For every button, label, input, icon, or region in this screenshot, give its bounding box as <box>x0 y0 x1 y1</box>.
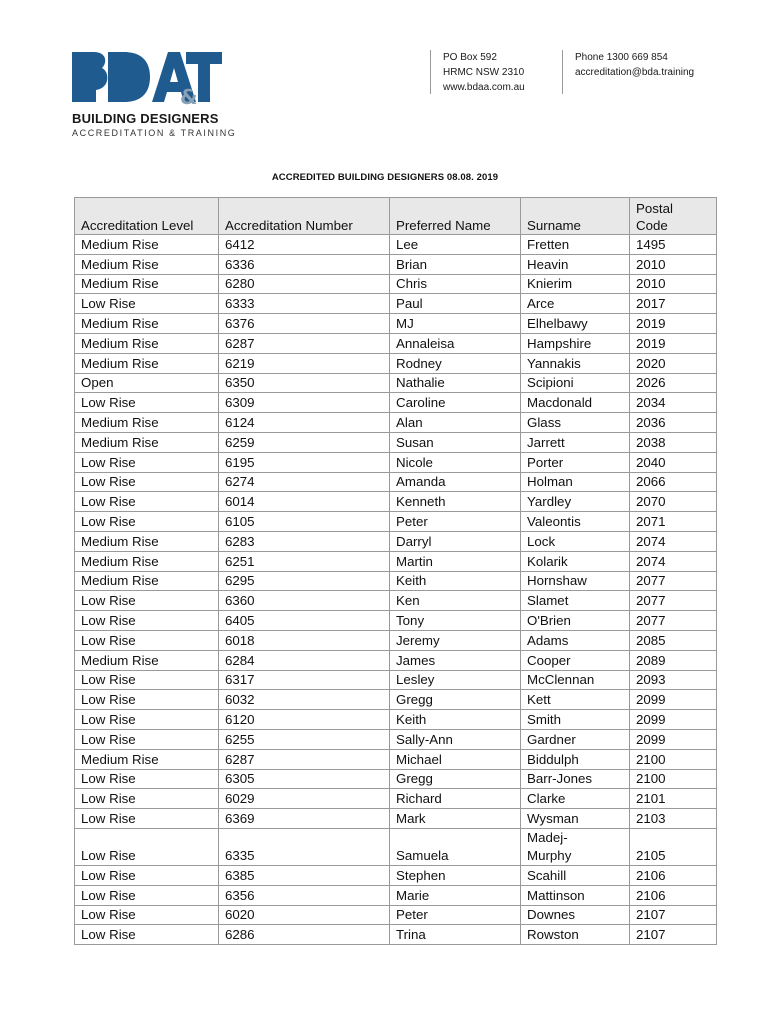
cell-accreditation-number: 6336 <box>219 254 390 274</box>
cell-surname: Knierim <box>521 274 630 294</box>
cell-preferred-name: Stephen <box>390 865 521 885</box>
svg-text:&: & <box>180 85 198 106</box>
cell-surname: Hampshire <box>521 333 630 353</box>
cell-surname: Elhelbawy <box>521 314 630 334</box>
po-box: PO Box 592 <box>443 52 497 63</box>
cell-accreditation-number: 6284 <box>219 650 390 670</box>
table-row <box>75 789 717 809</box>
cell-accreditation-level: Medium Rise <box>75 274 219 294</box>
cell-surname: McClennan <box>521 670 630 690</box>
cell-surname: Barr-Jones <box>521 769 630 789</box>
cell-surname: Cooper <box>521 650 630 670</box>
cell-surname: Clarke <box>521 789 630 809</box>
cell-preferred-name: Annaleisa <box>390 333 521 353</box>
cell-postal-code: 2093 <box>630 670 717 690</box>
table-row <box>75 809 717 829</box>
cell-accreditation-level: Medium Rise <box>75 413 219 433</box>
cell-preferred-name: Michael <box>390 749 521 769</box>
cell-postal-code: 2020 <box>630 353 717 373</box>
cell-surname: Mattinson <box>521 885 630 905</box>
cell-preferred-name: Amanda <box>390 472 521 492</box>
cell-accreditation-number: 6405 <box>219 611 390 631</box>
table-row <box>75 254 717 274</box>
cell-accreditation-number: 6369 <box>219 809 390 829</box>
cell-accreditation-level: Low Rise <box>75 630 219 650</box>
cell-preferred-name: Gregg <box>390 690 521 710</box>
cell-surname: Macdonald <box>521 393 630 413</box>
cell-preferred-name: Caroline <box>390 393 521 413</box>
cell-accreditation-number: 6274 <box>219 472 390 492</box>
cell-postal-code: 2085 <box>630 630 717 650</box>
cell-accreditation-number: 6014 <box>219 492 390 512</box>
header-accreditation-level: Accreditation Level <box>75 198 219 235</box>
cell-accreditation-level: Medium Rise <box>75 571 219 591</box>
cell-postal-code: 2010 <box>630 254 717 274</box>
table-row <box>75 710 717 730</box>
designers-table <box>74 197 717 945</box>
cell-accreditation-number: 6255 <box>219 729 390 749</box>
cell-accreditation-level: Low Rise <box>75 809 219 829</box>
cell-preferred-name: Rodney <box>390 353 521 373</box>
cell-accreditation-number: 6360 <box>219 591 390 611</box>
cell-accreditation-number: 6120 <box>219 710 390 730</box>
cell-surname: Kolarik <box>521 551 630 571</box>
table-row <box>75 630 717 650</box>
cell-accreditation-level: Medium Rise <box>75 531 219 551</box>
cell-postal-code: 2105 <box>630 828 717 865</box>
cell-accreditation-level: Low Rise <box>75 294 219 314</box>
header-surname: Surname <box>521 198 630 235</box>
cell-postal-code: 2107 <box>630 925 717 945</box>
table-row <box>75 452 717 472</box>
cell-preferred-name: Keith <box>390 710 521 730</box>
header-preferred-name: Preferred Name <box>390 198 521 235</box>
cell-postal-code: 2101 <box>630 789 717 809</box>
cell-accreditation-level: Low Rise <box>75 828 219 865</box>
table-row <box>75 512 717 532</box>
cell-preferred-name: Peter <box>390 512 521 532</box>
cell-surname: Wysman <box>521 809 630 829</box>
logo-company-name: BUILDING DESIGNERS <box>72 111 219 126</box>
table-row <box>75 828 717 865</box>
cell-postal-code: 2019 <box>630 333 717 353</box>
table-row <box>75 885 717 905</box>
table-row <box>75 274 717 294</box>
cell-surname: Yannakis <box>521 353 630 373</box>
cell-accreditation-number: 6105 <box>219 512 390 532</box>
cell-preferred-name: James <box>390 650 521 670</box>
table-row <box>75 333 717 353</box>
cell-preferred-name: Tony <box>390 611 521 631</box>
cell-postal-code: 2034 <box>630 393 717 413</box>
table-row <box>75 690 717 710</box>
cell-accreditation-level: Low Rise <box>75 925 219 945</box>
table-row <box>75 769 717 789</box>
cell-accreditation-level: Low Rise <box>75 769 219 789</box>
cell-surname: Holman <box>521 472 630 492</box>
cell-surname: Biddulph <box>521 749 630 769</box>
address-block <box>430 50 525 94</box>
cell-accreditation-number: 6020 <box>219 905 390 925</box>
cell-accreditation-level: Low Rise <box>75 885 219 905</box>
cell-preferred-name: Chris <box>390 274 521 294</box>
cell-accreditation-level: Medium Rise <box>75 432 219 452</box>
cell-accreditation-level: Low Rise <box>75 393 219 413</box>
cell-preferred-name: Alan <box>390 413 521 433</box>
cell-preferred-name: Ken <box>390 591 521 611</box>
logo-subtitle: ACCREDITATION & TRAINING <box>72 128 237 138</box>
table-row <box>75 571 717 591</box>
cell-accreditation-level: Low Rise <box>75 512 219 532</box>
cell-surname: Lock <box>521 531 630 551</box>
cell-surname: Adams <box>521 630 630 650</box>
table-row <box>75 670 717 690</box>
header-postal-line1: Postal <box>636 201 673 216</box>
cell-surname: Jarrett <box>521 432 630 452</box>
table-row <box>75 373 717 393</box>
cell-surname: Valeontis <box>521 512 630 532</box>
header-postal-code <box>630 198 717 235</box>
cell-accreditation-number: 6286 <box>219 925 390 945</box>
cell-postal-code: 2010 <box>630 274 717 294</box>
table-row <box>75 650 717 670</box>
cell-postal-code: 2077 <box>630 591 717 611</box>
cell-surname: Kett <box>521 690 630 710</box>
cell-postal-code: 2074 <box>630 531 717 551</box>
cell-postal-code: 2036 <box>630 413 717 433</box>
cell-surname: Yardley <box>521 492 630 512</box>
table-row <box>75 413 717 433</box>
cell-postal-code: 2071 <box>630 512 717 532</box>
header-postal-line2: Code <box>636 218 668 233</box>
cell-preferred-name: Trina <box>390 925 521 945</box>
cell-postal-code: 2074 <box>630 551 717 571</box>
cell-preferred-name: Darryl <box>390 531 521 551</box>
cell-accreditation-number: 6376 <box>219 314 390 334</box>
cell-preferred-name: Paul <box>390 294 521 314</box>
cell-surname: Hornshaw <box>521 571 630 591</box>
table-row <box>75 925 717 945</box>
cell-accreditation-level: Medium Rise <box>75 551 219 571</box>
cell-postal-code: 2089 <box>630 650 717 670</box>
cell-preferred-name: Brian <box>390 254 521 274</box>
table-row <box>75 531 717 551</box>
cell-postal-code: 2100 <box>630 749 717 769</box>
website-link[interactable]: www.bdaa.com.au <box>443 82 525 93</box>
table-row <box>75 314 717 334</box>
cell-accreditation-number: 6280 <box>219 274 390 294</box>
cell-postal-code: 2070 <box>630 492 717 512</box>
cell-accreditation-level: Low Rise <box>75 710 219 730</box>
cell-accreditation-number: 6018 <box>219 630 390 650</box>
table-row <box>75 729 717 749</box>
cell-preferred-name: Nicole <box>390 452 521 472</box>
cell-preferred-name: Jeremy <box>390 630 521 650</box>
cell-accreditation-level: Low Rise <box>75 690 219 710</box>
cell-preferred-name: Peter <box>390 905 521 925</box>
table-row <box>75 235 717 255</box>
cell-accreditation-number: 6032 <box>219 690 390 710</box>
cell-accreditation-number: 6350 <box>219 373 390 393</box>
cell-surname: Scahill <box>521 865 630 885</box>
cell-preferred-name: Marie <box>390 885 521 905</box>
cell-accreditation-level: Low Rise <box>75 670 219 690</box>
cell-accreditation-level: Low Rise <box>75 729 219 749</box>
cell-surname: Heavin <box>521 254 630 274</box>
cell-postal-code: 2103 <box>630 809 717 829</box>
cell-accreditation-number: 6305 <box>219 769 390 789</box>
cell-surname: O'Brien <box>521 611 630 631</box>
table-body <box>75 235 717 945</box>
cell-accreditation-level: Low Rise <box>75 452 219 472</box>
cell-accreditation-level: Low Rise <box>75 865 219 885</box>
phone-block <box>562 50 694 94</box>
cell-preferred-name: Nathalie <box>390 373 521 393</box>
table-row <box>75 353 717 373</box>
cell-accreditation-level: Medium Rise <box>75 235 219 255</box>
cell-accreditation-level: Low Rise <box>75 611 219 631</box>
cell-accreditation-level: Low Rise <box>75 492 219 512</box>
cell-accreditation-number: 6287 <box>219 333 390 353</box>
cell-postal-code: 1495 <box>630 235 717 255</box>
cell-preferred-name: Gregg <box>390 769 521 789</box>
cell-surname: Glass <box>521 413 630 433</box>
cell-accreditation-number: 6029 <box>219 789 390 809</box>
email-link[interactable]: accreditation@bda.training <box>575 67 695 78</box>
table-row <box>75 865 717 885</box>
cell-accreditation-level: Low Rise <box>75 905 219 925</box>
cell-postal-code: 2066 <box>630 472 717 492</box>
cell-accreditation-number: 6385 <box>219 865 390 885</box>
cell-accreditation-number: 6219 <box>219 353 390 373</box>
cell-accreditation-level: Medium Rise <box>75 333 219 353</box>
cell-surname: Arce <box>521 294 630 314</box>
cell-postal-code: 2077 <box>630 611 717 631</box>
logo-tagline <box>72 111 236 139</box>
cell-surname: Downes <box>521 905 630 925</box>
table-row <box>75 591 717 611</box>
cell-accreditation-number: 6335 <box>219 828 390 865</box>
cell-accreditation-number: 6309 <box>219 393 390 413</box>
cell-accreditation-number: 6295 <box>219 571 390 591</box>
cell-accreditation-level: Medium Rise <box>75 353 219 373</box>
cell-surname: Porter <box>521 452 630 472</box>
cell-accreditation-number: 6124 <box>219 413 390 433</box>
cell-accreditation-number: 6333 <box>219 294 390 314</box>
cell-postal-code: 2099 <box>630 729 717 749</box>
cell-accreditation-number: 6259 <box>219 432 390 452</box>
header-accreditation-number: Accreditation Number <box>219 198 390 235</box>
cell-surname: Slamet <box>521 591 630 611</box>
table-row <box>75 492 717 512</box>
cell-accreditation-level: Medium Rise <box>75 749 219 769</box>
cell-preferred-name: Mark <box>390 809 521 829</box>
cell-postal-code: 2017 <box>630 294 717 314</box>
cell-accreditation-number: 6283 <box>219 531 390 551</box>
cell-surname: Fretten <box>521 235 630 255</box>
table-row <box>75 611 717 631</box>
cell-preferred-name: Susan <box>390 432 521 452</box>
cell-surname: Madej- Murphy <box>521 828 630 865</box>
cell-accreditation-level: Low Rise <box>75 591 219 611</box>
table-row <box>75 749 717 769</box>
cell-accreditation-level: Medium Rise <box>75 254 219 274</box>
cell-accreditation-number: 6317 <box>219 670 390 690</box>
cell-surname: Scipioni <box>521 373 630 393</box>
cell-accreditation-number: 6251 <box>219 551 390 571</box>
cell-preferred-name: Lesley <box>390 670 521 690</box>
table-row <box>75 432 717 452</box>
cell-postal-code: 2099 <box>630 710 717 730</box>
cell-preferred-name: MJ <box>390 314 521 334</box>
cell-surname: Rowston <box>521 925 630 945</box>
cell-accreditation-number: 6412 <box>219 235 390 255</box>
table-header-row <box>75 198 717 235</box>
cell-postal-code: 2038 <box>630 432 717 452</box>
cell-preferred-name: Keith <box>390 571 521 591</box>
cell-preferred-name: Martin <box>390 551 521 571</box>
cell-surname: Smith <box>521 710 630 730</box>
cell-preferred-name: Sally-Ann <box>390 729 521 749</box>
cell-postal-code: 2106 <box>630 865 717 885</box>
cell-accreditation-number: 6287 <box>219 749 390 769</box>
cell-preferred-name: Lee <box>390 235 521 255</box>
cell-postal-code: 2077 <box>630 571 717 591</box>
phone-number: Phone 1300 669 854 <box>575 52 668 63</box>
cell-accreditation-number: 6195 <box>219 452 390 472</box>
cell-postal-code: 2019 <box>630 314 717 334</box>
cell-postal-code: 2107 <box>630 905 717 925</box>
table-row <box>75 905 717 925</box>
table-row <box>75 551 717 571</box>
table-row <box>75 472 717 492</box>
cell-postal-code: 2040 <box>630 452 717 472</box>
cell-postal-code: 2100 <box>630 769 717 789</box>
cell-postal-code: 2026 <box>630 373 717 393</box>
cell-accreditation-level: Open <box>75 373 219 393</box>
cell-accreditation-level: Low Rise <box>75 789 219 809</box>
cell-accreditation-level: Low Rise <box>75 472 219 492</box>
cell-accreditation-number: 6356 <box>219 885 390 905</box>
table-row <box>75 393 717 413</box>
cell-postal-code: 2099 <box>630 690 717 710</box>
bdat-logo-icon <box>72 50 232 106</box>
cell-accreditation-level: Medium Rise <box>75 314 219 334</box>
table-row <box>75 294 717 314</box>
cell-preferred-name: Richard <box>390 789 521 809</box>
cell-preferred-name: Samuela <box>390 828 521 865</box>
cell-postal-code: 2106 <box>630 885 717 905</box>
cell-surname: Gardner <box>521 729 630 749</box>
cell-accreditation-level: Medium Rise <box>75 650 219 670</box>
cell-preferred-name: Kenneth <box>390 492 521 512</box>
city: HRMC NSW 2310 <box>443 67 525 78</box>
document-title: ACCREDITED BUILDING DESIGNERS 08.08. 2019 <box>271 172 499 183</box>
